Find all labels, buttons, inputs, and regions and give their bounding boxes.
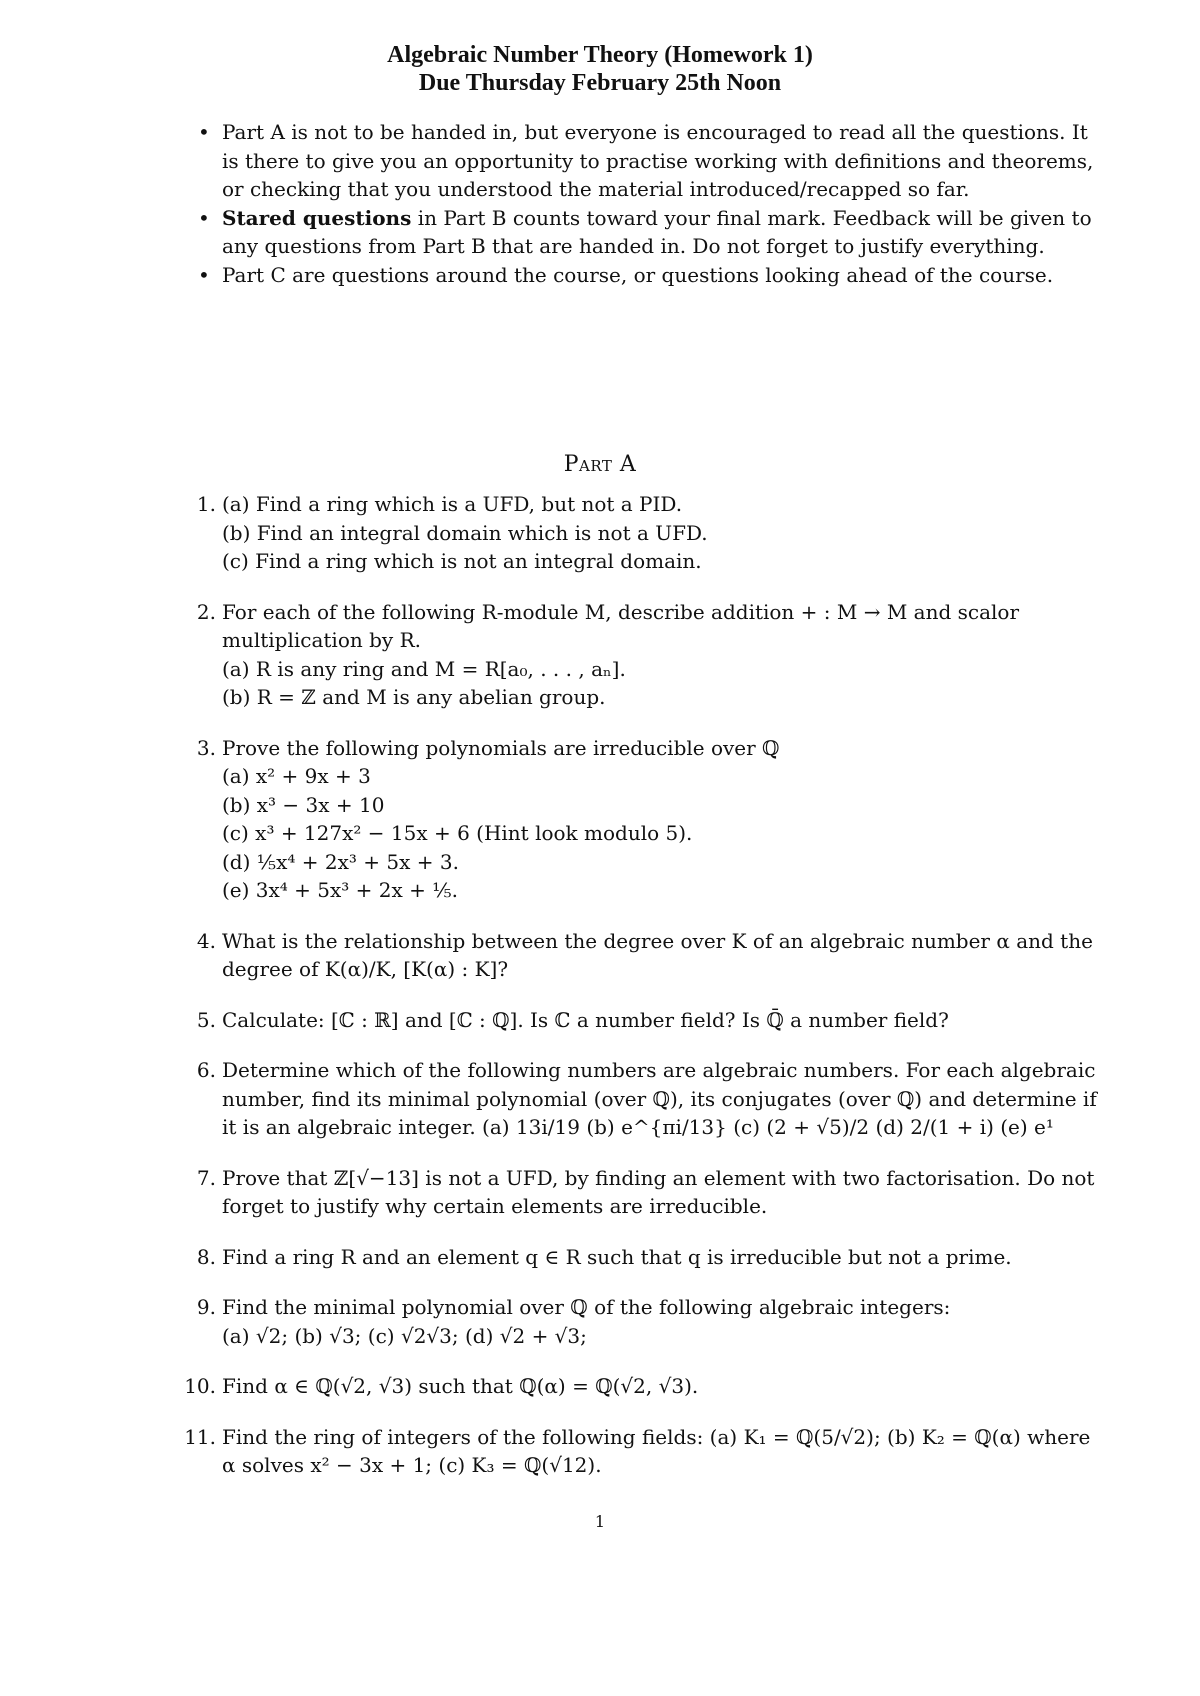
bullet-icon: • [198,262,210,287]
question-2: 2. For each of the following R-module M, describe addition + : M → M and scalor multiplication by R. (a) R is any ring and M = R[a₀, . . . , aₙ]. (b) R = ℤ and M is any abelian group. [196,599,1020,709]
question-4: 4. What is the relationship between the degree over K of an algebraic number α and the degree of K(α)/K, [K(α) : K]? [196,928,1093,981]
instructions-list [198,118,1098,289]
question-3: 3. Prove the following polynomials are irreducible over ℚ (a) x² + 9x + 3 (b) x³ − 3x + 10 (c) x³ + 127x² − 15x + 6 (Hint look modulo 5). (d) ⅕x⁴ + 2x³ + 5x + 3. (e) 3x⁴ + 5x³ + 2x + ⅕. [196,735,780,902]
instruction-item: • Stared questions in Part B counts toward your final mark. Feedback will be given to any questions from Part B that are handed in. Do not forget to justify everything. [198,205,1092,258]
instruction-item: • Part A is not to be handed in, but everyone is encouraged to read all the questions. It is there to give you an opportunity to practise working with definitions and theorems, or checking that you understood the material introduced/recapped so far. [198,120,1094,201]
question-6: 6. Determine which of the following numbers are algebraic numbers. For each algebraic number, find its minimal polynomial (over ℚ), its conjugates (over ℚ) and determine if it is an algebraic integer. (a) 13i/19 (b) e^{πi/13} (c) (2 + √5)/2 (d) 2/(1 + i) (e) e¹ [196,1058,1097,1139]
due-date: Due Thursday February 25th Noon [418,70,782,96]
question-1: 1. (a) Find a ring which is a UFD, but not a PID. (b) Find an integral domain which is not a UFD. (c) Find a ring which is not an integral domain. [196,492,708,573]
question-10: 10. Find α ∈ ℚ(√2, √3) such that ℚ(α) = ℚ(√2, √3). [184,1374,699,1398]
question-5: 5. Calculate: [ℂ : ℝ] and [ℂ : ℚ]. Is ℂ a number field? Is ℚ̄ a number field? [196,1007,949,1032]
question-8: 8. Find a ring R and an element q ∈ R such that q is irreducible but not a prime. [196,1244,1012,1269]
page-number: 1 [594,1512,606,1531]
question-11: 11. Find the ring of integers of the following fields: (a) K₁ = ℚ(5/√2); (b) K₂ = ℚ(α) where α solves x² − 3x + 1; (c) K₃ = ℚ(√12). [184,1424,1091,1477]
question-7: 7. Prove that ℤ[√−13] is not a UFD, by finding an element with two factorisation. Do not forget to justify why certain elements are irreducible. [196,1165,1095,1218]
bullet-icon: • [198,120,210,144]
document-title: Algebraic Number Theory (Homework 1) [387,42,813,68]
question-list [178,490,1098,1502]
part-heading: Part A [563,452,637,477]
bullet-icon: • [198,205,210,230]
instruction-item: • Part C are questions around the course, or questions looking ahead of the course. [198,261,1098,290]
question-9: 9. Find the minimal polynomial over ℚ of the following algebraic integers: (a) √2; (b) √3; (c) √2√3; (d) √2 + √3; [196,1295,951,1348]
